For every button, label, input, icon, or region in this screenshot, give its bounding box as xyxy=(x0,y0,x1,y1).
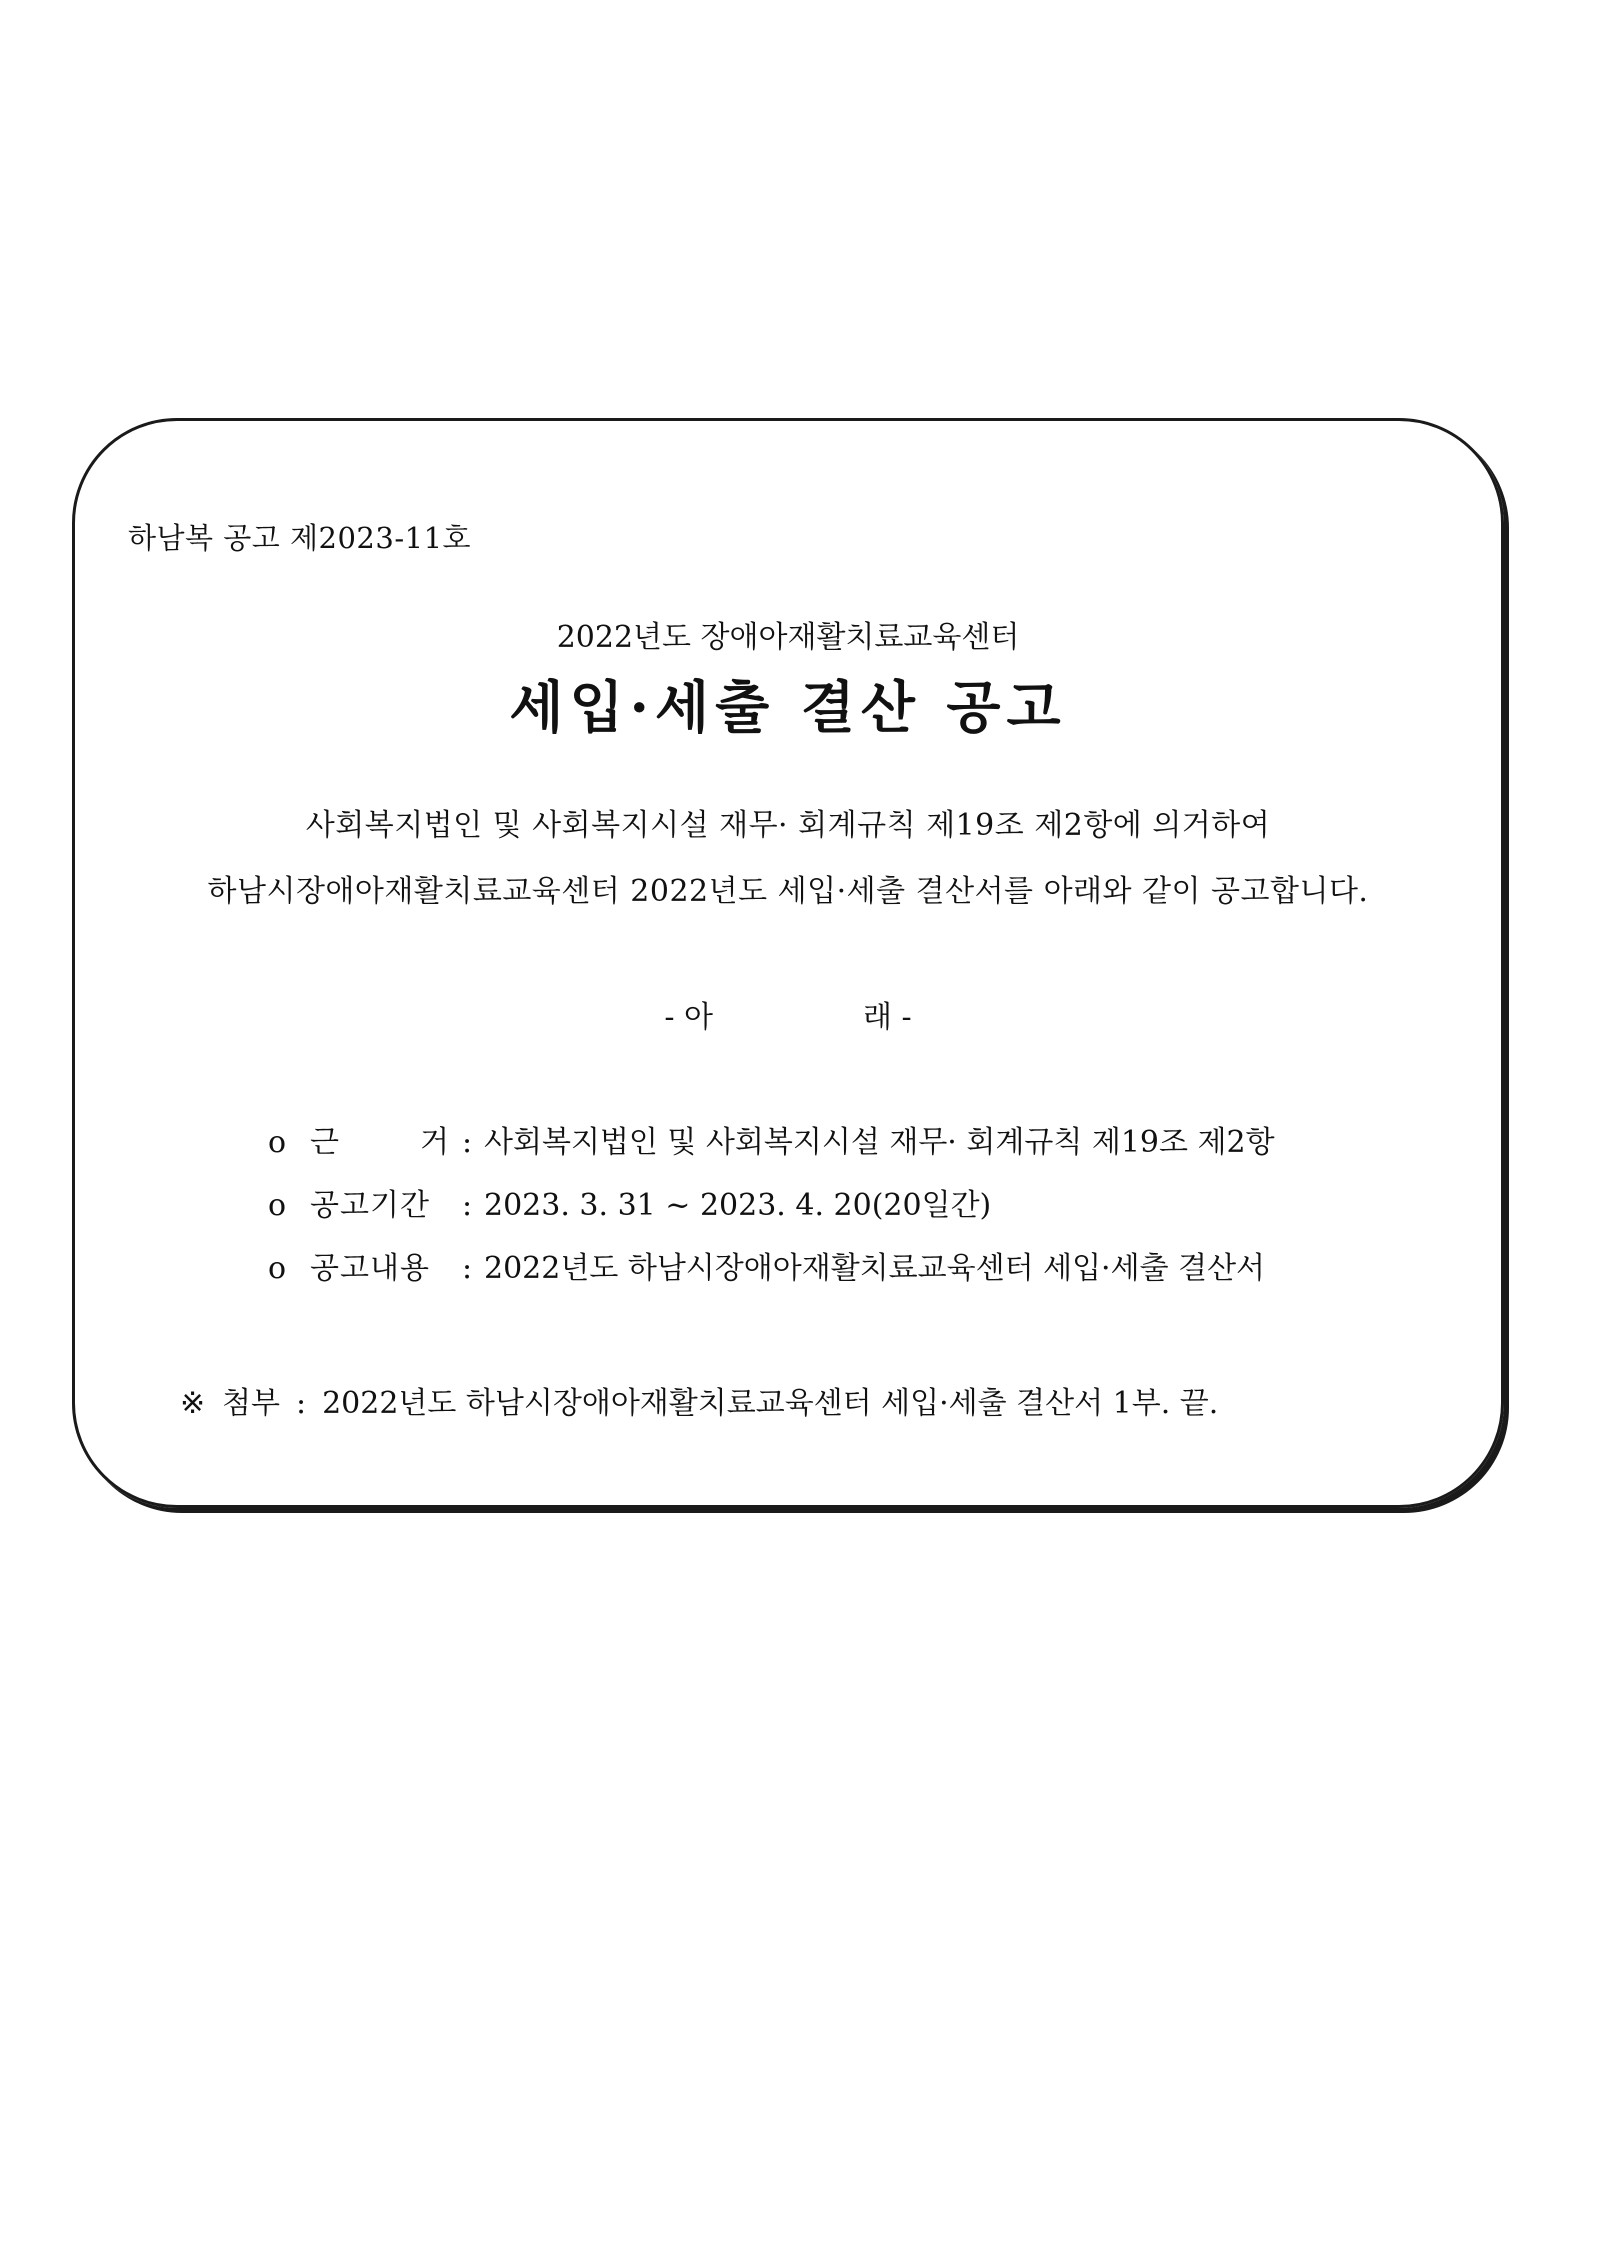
notice-frame xyxy=(72,418,1504,1508)
item-label-part: 거 xyxy=(420,1125,450,1160)
notice-number: 하남복 공고 제2023-11호 xyxy=(128,521,472,555)
bullet-icon: o xyxy=(268,1251,287,1286)
notice-subtitle: 2022년도 장애아재활치료교육센터 xyxy=(556,620,1020,655)
reference-mark-icon: ※ xyxy=(180,1386,206,1421)
attachment-line xyxy=(180,1378,1218,1422)
item-value: 2023. 3. 31 ~ 2023. 4. 20(20일간) xyxy=(484,1188,992,1223)
bullet-icon: o xyxy=(268,1125,287,1160)
item-label-part: 근 xyxy=(310,1125,340,1160)
item-label xyxy=(310,1117,450,1161)
item-colon: : xyxy=(461,1188,473,1223)
below-heading xyxy=(72,992,1504,1036)
attachment-colon: : xyxy=(295,1386,307,1421)
item-colon: : xyxy=(461,1125,473,1160)
list-item-period xyxy=(268,1180,1275,1243)
item-value: 2022년도 하남시장애아재활치료교육센터 세입·세출 결산서 xyxy=(484,1251,1266,1286)
attachment-value: 2022년도 하남시장애아재활치료교육센터 세입·세출 결산서 1부. 끝. xyxy=(322,1386,1219,1421)
list-item-content xyxy=(268,1243,1275,1306)
item-colon: : xyxy=(461,1251,473,1286)
attachment-label: 첨부 xyxy=(222,1386,280,1421)
notice-items xyxy=(268,1117,1275,1306)
item-label: 공고기간 xyxy=(310,1188,430,1223)
item-label: 공고내용 xyxy=(310,1251,430,1286)
notice-title: 세입·세출 결산 공고 xyxy=(509,675,1067,741)
below-heading-right: 래 - xyxy=(863,1000,912,1035)
bullet-icon: o xyxy=(268,1188,287,1223)
intro-line-2: 하남시장애아재활치료교육센터 2022년도 세입·세출 결산서를 아래와 같이 공고합니다. xyxy=(207,874,1369,909)
below-heading-left: - 아 xyxy=(664,1000,713,1035)
list-item-basis xyxy=(268,1117,1275,1180)
intro-line-1: 사회복지법인 및 사회복지시설 재무· 회계규칙 제19조 제2항에 의거하여 xyxy=(305,808,1271,843)
item-value: 사회복지법인 및 사회복지시설 재무· 회계규칙 제19조 제2항 xyxy=(484,1125,1275,1160)
